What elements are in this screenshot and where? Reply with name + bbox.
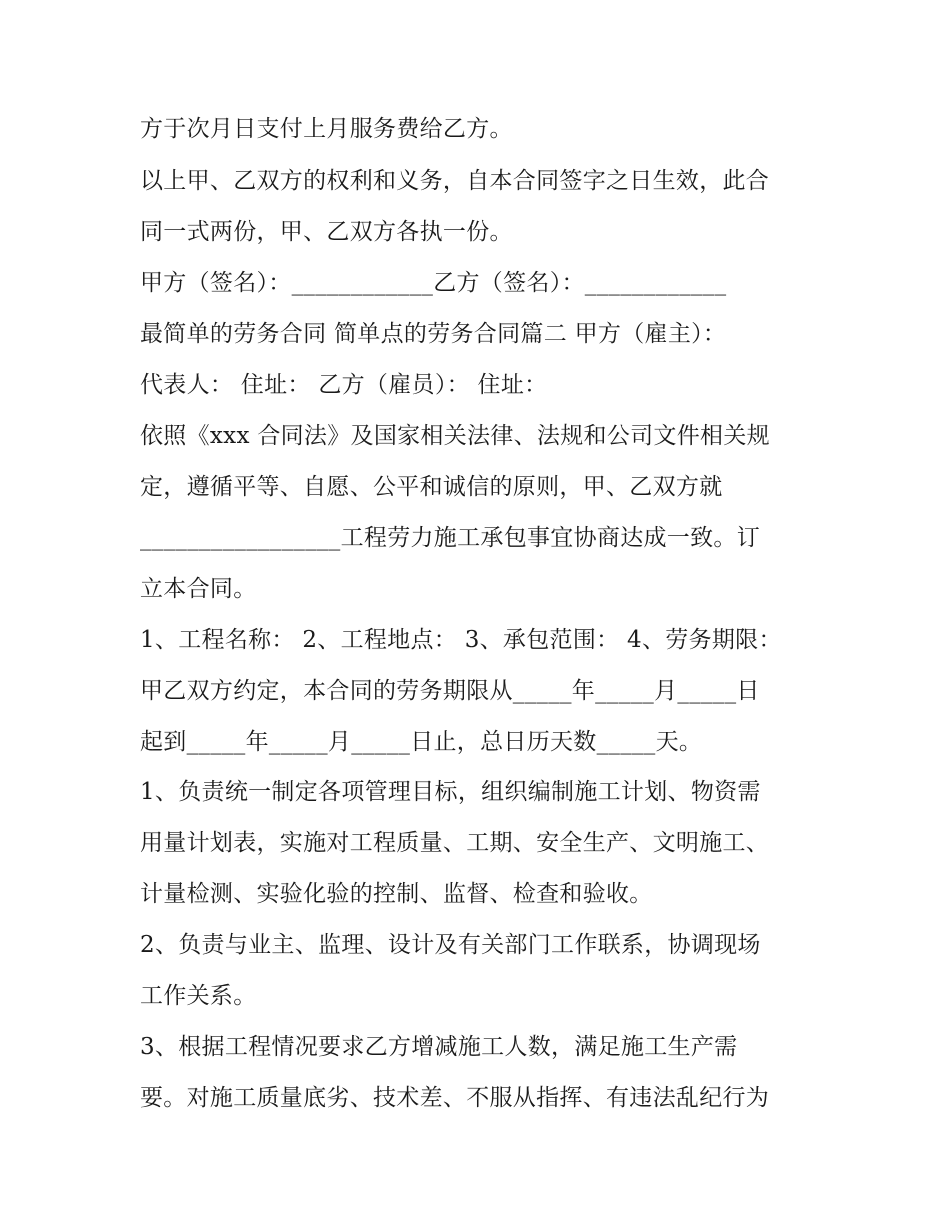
text-line: 甲乙双方约定，本合同的劳务期限从_____年_____月_____日 [140, 678, 760, 704]
text-line: 1、工程名称： 2、工程地点： 3、承包范围： 4、劳务期限： [140, 627, 782, 653]
text-line: 用量计划表，实施对工程质量、工期、安全生产、文明施工、 [140, 830, 770, 856]
text-line: 计量检测、实验化验的控制、监督、检查和验收。 [140, 881, 653, 907]
text-line: 以上甲、乙双方的权利和义务，自本合同签字之日生效，此合 [140, 168, 770, 194]
text-line: 3、根据工程情况要求乙方增减施工人数，满足施工生产需 [140, 1034, 738, 1060]
text-line: 依照《xxx 合同法》及国家相关法律、法规和公司文件相关规 [140, 423, 770, 449]
text-line: 代表人： 住址： 乙方（雇员）： 住址： [140, 372, 548, 398]
text-line: 同一式两份，甲、乙双方各执一份。 [140, 219, 513, 245]
text-line: 定，遵循平等、自愿、公平和诚信的原则，甲、乙双方就 [140, 474, 723, 500]
text-line: 起到_____年_____月_____日止，总日历天数_____天。 [140, 729, 703, 755]
text-line: 工作关系。 [140, 983, 257, 1009]
signature-line: 甲方（签名）：____________乙方（签名）：____________ [140, 270, 727, 296]
text-line: 2、负责与业主、监理、设计及有关部门工作联系，协调现场 [140, 932, 761, 958]
text-line: 要。对施工质量底劣、技术差、不服从指挥、有违法乱纪行为 [140, 1085, 770, 1111]
text-line: 1、负责统一制定各项管理目标，组织编制施工计划、物资需 [140, 779, 761, 805]
text-line: 立本合同。 [140, 576, 257, 602]
text-line: _________________工程劳力施工承包事宜协商达成一致。订 [140, 525, 760, 551]
section-heading-line: 最简单的劳务合同 简单点的劳务合同篇二 甲方（雇主）： [140, 321, 727, 347]
text-line: 方于次月日支付上月服务费给乙方。 [140, 116, 513, 142]
